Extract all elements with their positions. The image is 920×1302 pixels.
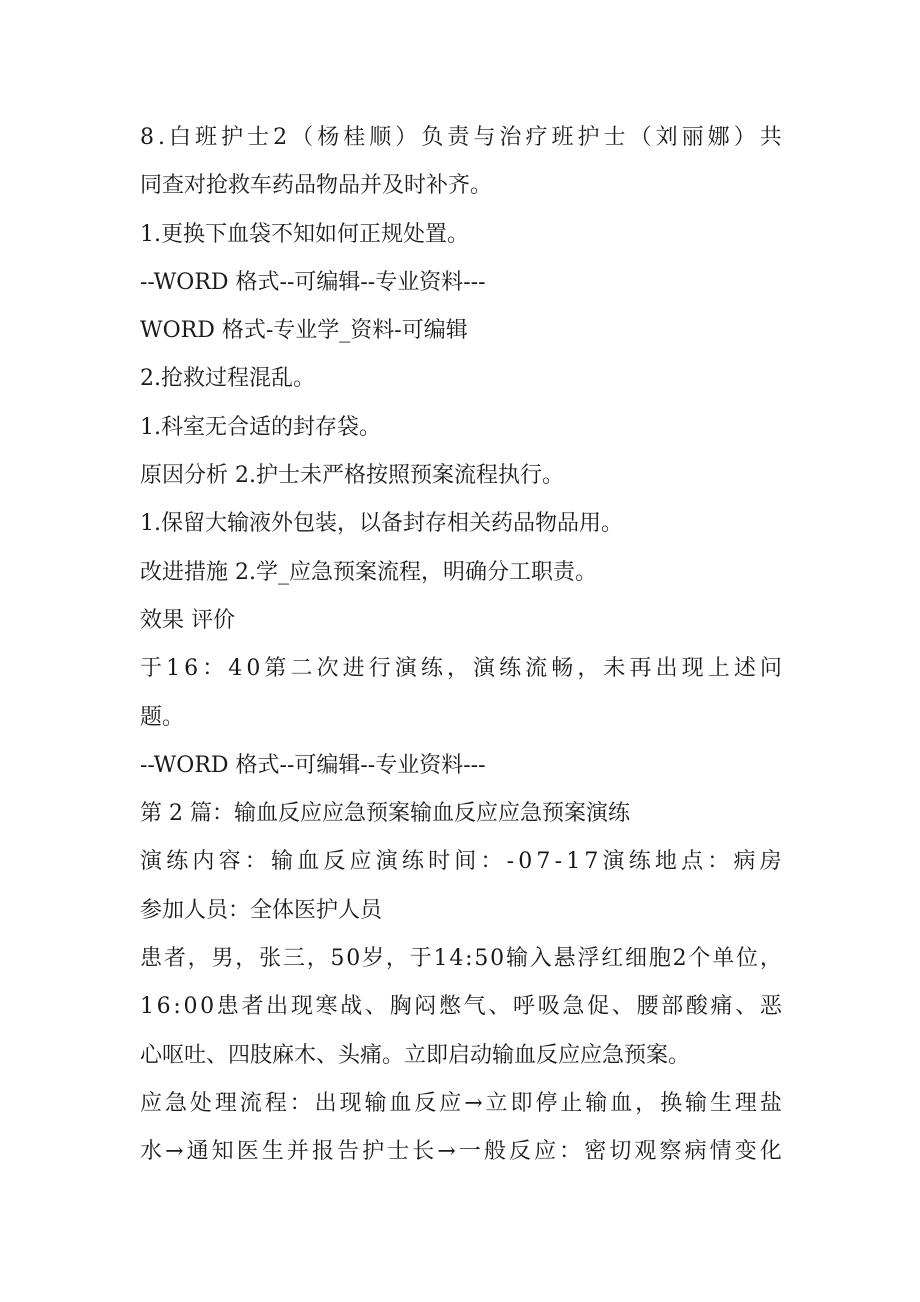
text-line-9: 1.保留大输液外包装，以备封存相关药品物品用。 bbox=[140, 511, 623, 537]
text-line-1: 8 . 白 班 护 士 2 （ 杨 桂 顺 ） 负 责 与 治 疗 班 护 士 （ 刘 丽 娜 ） 共 bbox=[140, 125, 782, 150]
text-line-2: 同查对抢救车药品物品并及时补齐。 bbox=[140, 173, 493, 199]
participants-line: 参加人员：全体医护人员 bbox=[140, 897, 383, 923]
text-line-18: 患 者 ， 男 ， 张 三 ， 5 0 岁 ， 于 1 4 : 5 0 输 入 悬 浮 红 细 胞 2 个 单 位 ， bbox=[140, 946, 782, 972]
word-format-header: WORD 格式-专业学_资料-可编辑 bbox=[140, 318, 468, 344]
text-line-20: 心呕吐、四肢麻木、头痛。立即启动输血反应应急预案。 bbox=[140, 1042, 691, 1068]
text-line-22: 水 → 通 知 医 生 并 报 告 护 士 长 → 一 般 反 应 ： 密 切 观 察 病 情 变 化 bbox=[140, 1139, 782, 1165]
text-line-6: 2.抢救过程混乱。 bbox=[140, 366, 315, 392]
emergency-process-line: 应 急 处 理 流 程 ： 出 现 输 血 反 应 → 立 即 停 止 输 血 ， 换 输 生 理 盐 bbox=[140, 1090, 782, 1116]
text-line-7: 1.科室无合适的封存袋。 bbox=[140, 414, 381, 440]
word-format-footer: --WORD 格式--可编辑--专业资料--- bbox=[140, 269, 486, 295]
text-line-3: 1.更换下血袋不知如何正规处置。 bbox=[140, 221, 469, 247]
text-line-13: 题。 bbox=[140, 704, 185, 730]
word-format-footer-2: --WORD 格式--可编辑--专业资料--- bbox=[140, 752, 486, 778]
document-page bbox=[140, 114, 782, 1177]
text-line-19: 1 6 : 0 0 患 者 出 现 寒 战 、 胸 闷 憋 气 、 呼 吸 急 促 、 腰 部 酸 痛 、 恶 bbox=[140, 994, 782, 1020]
section-title: 第 2 篇：输血反应应急预案输血反应应急预案演练 bbox=[140, 801, 630, 827]
text-line-12: 于 1 6 ： 4 0 第 二 次 进 行 演 练 ， 演 练 流 畅 ， 未 再 出 现 上 述 问 bbox=[140, 656, 782, 682]
effect-evaluation-heading: 效果 评价 bbox=[140, 607, 235, 633]
improvement-measures-line: 改进措施 2.学_应急预案流程，明确分工职责。 bbox=[140, 559, 597, 585]
drill-info-line: 演 练 内 容 ： 输 血 反 应 演 练 时 间 ： - 0 7 - 1 7 演 练 地 点 ： 病 房 bbox=[140, 849, 782, 875]
cause-analysis-line: 原因分析 2.护士未严格按照预案流程执行。 bbox=[140, 463, 564, 489]
